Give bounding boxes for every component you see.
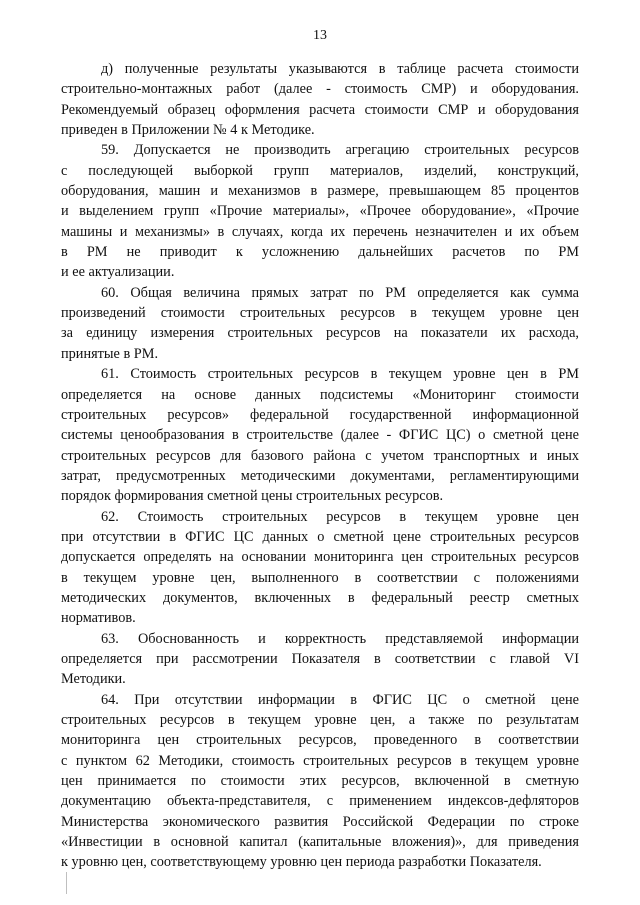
text-line: принятые в РМ.: [61, 345, 159, 362]
paragraph-62: [61, 507, 579, 629]
text-line: определяется на основе данных подсистемы «Мониторинг стоимости: [61, 386, 579, 403]
text-line: «Инвестиции в основной капитал (капитальные вложения)», для приведения: [61, 834, 579, 851]
scan-margin-mark: [66, 872, 67, 894]
paragraph-64: [61, 690, 579, 873]
text-line: 60. Общая величина прямых затрат по РМ определяется как сумма: [101, 284, 579, 301]
text-line: Министерства экономического развития Российской Федерации по строке: [61, 813, 579, 830]
text-line: строительно-монтажных работ (далее - стоимость СМР) и оборудования.: [61, 81, 579, 98]
text-line: 63. Обоснованность и корректность представляемой информации: [101, 630, 579, 647]
text-line: 61. Стоимость строительных ресурсов в текущем уровне цен в РМ: [101, 366, 579, 383]
text-line: допускается определять на основании мониторинга цен строительных ресурсов: [61, 549, 579, 566]
document-body: [61, 59, 579, 873]
page-number: 13: [313, 28, 327, 43]
text-line: в РМ не приводит к усложнению дальнейших расчетов по РМ: [61, 244, 579, 261]
paragraph-59: [61, 140, 579, 282]
text-line: 64. При отсутствии информации в ФГИС ЦС о сметной цене: [101, 691, 579, 708]
text-line: с последующей выборкой групп материалов, изделий, конструкций,: [61, 162, 579, 179]
text-line: приведен в Приложении № 4 к Методике.: [61, 122, 315, 139]
text-line: строительных ресурсов для базового района с учетом транспортных и иных: [61, 447, 579, 464]
text-line: Методики.: [61, 671, 126, 688]
text-line: и ее актуализации.: [61, 264, 175, 281]
text-line: произведений стоимости строительных ресурсов в текущем уровне цен: [61, 305, 579, 322]
text-line: строительных ресурсов в текущем уровне цен, а также по результатам: [61, 712, 579, 728]
text-line: документацию объекта-представителя, с применением индексов-дефляторов: [61, 793, 579, 810]
text-line: строительных ресурсов» федеральной государственной информационной: [61, 406, 579, 423]
text-line: Рекомендуемый образец оформления расчета стоимости СМР и оборудования: [61, 101, 579, 118]
paragraph-60: [61, 283, 579, 364]
text-line: мониторинга цен строительных ресурсов, проведенного в соответствии: [61, 732, 579, 749]
text-line: оборудования, машин и механизмов в размере, превышающем 85 процентов: [61, 183, 579, 200]
text-line: затрат, предусмотренных методическими документами, регламентирующими: [61, 467, 579, 484]
paragraph-61: [61, 364, 579, 506]
text-line: при отсутствии в ФГИС ЦС данных о сметной цене строительных ресурсов: [61, 528, 579, 545]
text-line: машины и механизмы» в случаях, когда их перечень незначителен и их объем: [61, 223, 579, 240]
text-line: в текущем уровне цен, выполненного в соответствии с положениями: [61, 569, 579, 586]
paragraph-d: [61, 59, 579, 140]
text-line: с пунктом 62 Методики, стоимость строительных ресурсов в текущем уровне: [61, 752, 579, 769]
text-line: определяется при рассмотрении Показателя в соответствии с главой VI: [61, 650, 579, 667]
text-line: за единицу измерения строительных ресурсов на показатели их расхода,: [61, 325, 579, 342]
text-line: и выделением групп «Прочие материалы», «Прочее оборудование», «Прочие: [61, 203, 579, 220]
text-line: системы ценообразования в строительстве (далее - ФГИС ЦС) о сметной цене: [61, 427, 579, 444]
text-line: 59. Допускается не производить агрегацию строительных ресурсов: [101, 142, 579, 159]
text-line: к уровню цен, соответствующему уровню цен периода разработки Показателя.: [61, 854, 542, 871]
text-line: порядок формирования сметной цены строительных ресурсов.: [61, 488, 444, 505]
text-line: д) полученные результаты указываются в таблице расчета стоимости: [101, 61, 579, 77]
text-line: цен принимается по стоимости этих ресурсов, включенной в сметную: [61, 773, 579, 790]
text-line: 62. Стоимость строительных ресурсов в текущем уровне цен: [101, 508, 579, 525]
text-line: методических документов, включенных в федеральный реестр сметных: [61, 589, 579, 606]
paragraph-63: [61, 629, 579, 690]
text-line: нормативов.: [61, 610, 136, 627]
